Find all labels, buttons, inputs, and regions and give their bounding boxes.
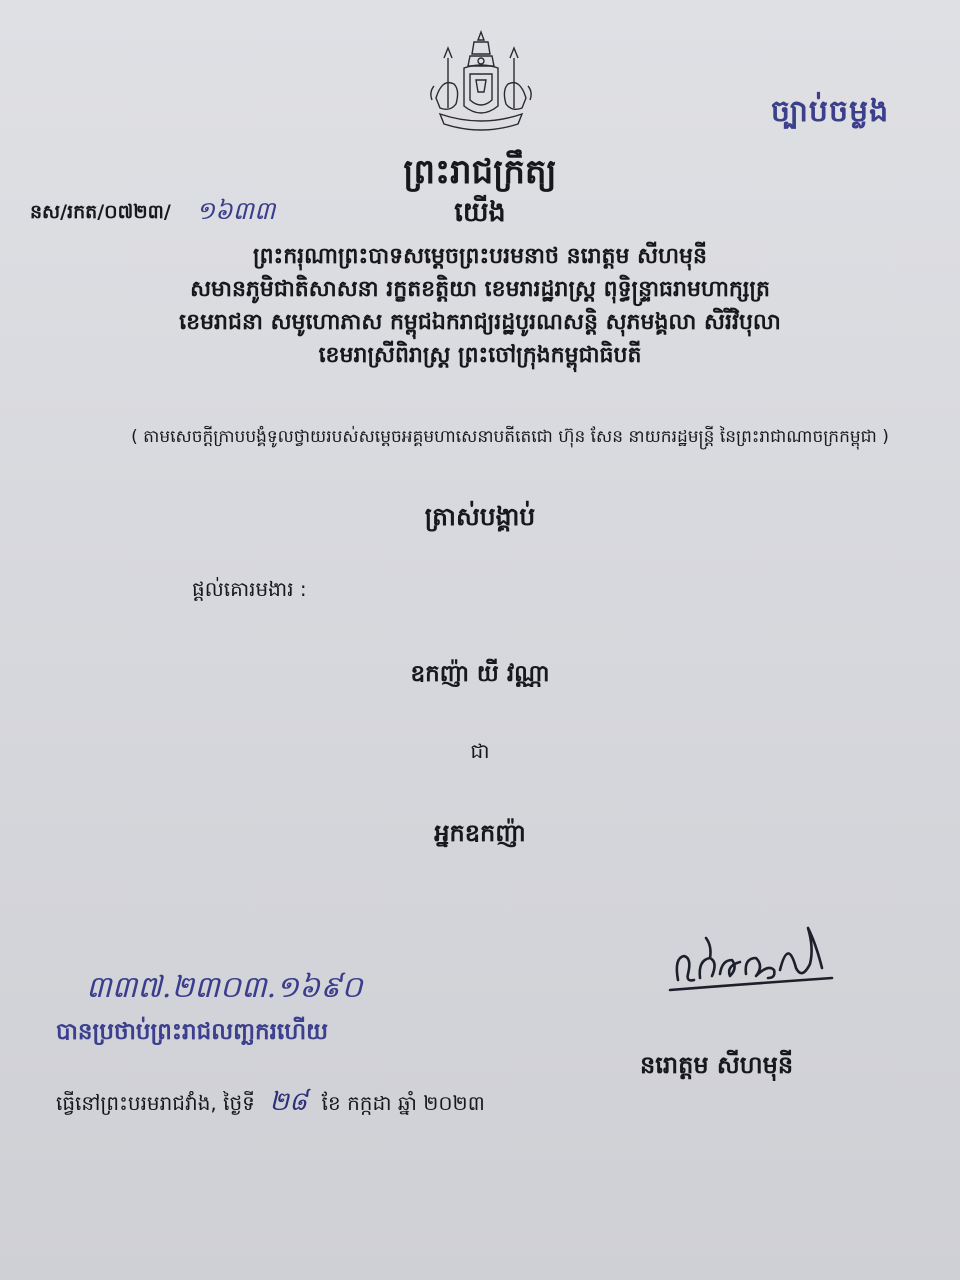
date-suffix: ខែ កក្កដា ឆ្នាំ ២០២៣ <box>321 1091 485 1115</box>
royal-title-line: ព្រះករុណាព្រះបាទសម្តេចព្រះបរមនាថ នរោត្តម សីហមុនី <box>253 244 707 269</box>
decree-heading: ត្រាស់បង្គាប់ <box>424 502 536 531</box>
copy-stamp: ច្បាប់ចម្លង <box>770 94 890 129</box>
registry-number-handwritten: ៣៣៧.២៣០៣.១៦៩០ <box>86 970 363 1005</box>
seal-stamp-note: បានប្រថាប់ព្រះរាជលញ្ឆករហើយ <box>56 1019 329 1045</box>
date-prefix: ធ្វើនៅព្រះបរមរាជវាំង, ថ្ងៃទី <box>56 1091 255 1115</box>
royal-title-line: សមានភូមិជាតិសាសនា រក្ខតខត្តិយា ខេមរារដ្ឋរាស្ត្រ ពុទ្ធិន្ទ្រាធរាមហាក្សត្រ <box>190 277 770 302</box>
date-line <box>56 1085 485 1123</box>
recipient-name: ឧកញ៉ា យី វណ្ណា <box>410 661 550 687</box>
signer-name: នរោត្តម សីហមុនី <box>640 1051 794 1079</box>
document-title: ព្រះរាជក្រឹត្យ <box>403 152 557 192</box>
reference-number-handwritten: ១៦៣៣ <box>196 196 276 225</box>
royal-title-line: ខេមរាជនា សមូហោភាស កម្ពុជឯករាជ្យរដ្ឋបូរណសន្តិ សុភមង្គលា សិរីវិបុលា <box>179 310 781 335</box>
royal-emblem-icon <box>426 28 536 140</box>
royal-title-line: ខេមរាស្រីពិរាស្ត្រ ព្រះចៅក្រុងកម្ពុជាធិបតី <box>318 343 642 368</box>
proposal-note: ( តាមសេចក្តីក្រាបបង្គំទូលថ្វាយរបស់សម្តេចអគ្គមហាសេនាបតីតេជោ ហ៊ុន សែន នាយករដ្ឋមន្ត្រី នៃព្រះរាជាណាចក្រកម្ពុជា ) <box>131 427 889 447</box>
day-handwritten: ២៨ <box>269 1087 308 1117</box>
reference-number-prefix: នស/រកត/០៧២៣/ <box>30 201 171 223</box>
royal-titles <box>0 240 960 372</box>
we-heading: យើង <box>454 197 506 228</box>
royal-signature <box>656 908 856 998</box>
as-label: ជា <box>470 739 490 763</box>
honor-title: អ្នកឧកញ៉ា <box>434 819 526 847</box>
grant-label: ផ្តល់គោរមងារ : <box>192 577 307 601</box>
